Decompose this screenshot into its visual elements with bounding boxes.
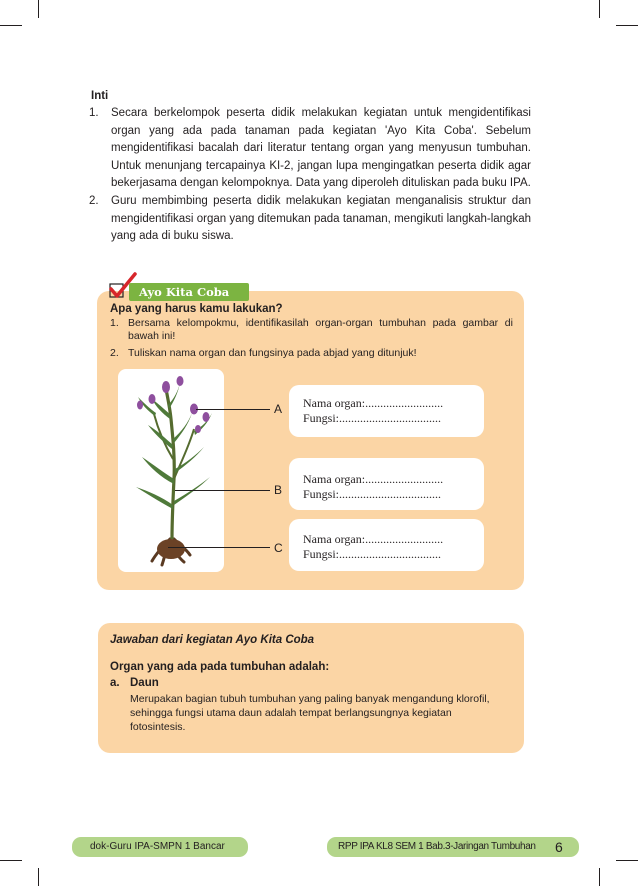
organ-name-field[interactable]: Nama organ:.......................... [303,396,444,410]
instruction-list [110,317,513,364]
answer-subtitle: Organ yang ada pada tumbuhan adalah: [110,661,330,673]
crop-mark-bottom-right-v [599,868,600,886]
label-a: A [274,402,283,416]
activity-badge: Ayo Kita Coba [129,283,249,301]
crop-mark-top-right-v [599,0,600,18]
pointer-line-c [168,547,270,548]
answer-item-title: Daun [130,677,159,689]
answer-title: Jawaban dari kegiatan Ayo Kita Coba [110,634,315,646]
pointer-line-a [196,409,270,410]
answer-card-a [289,385,484,437]
steps-list [89,105,531,246]
answer-card-c [289,519,484,571]
section-title-inti: Inti [91,90,109,102]
crop-mark-bottom-left-h [0,860,22,861]
step-text: Secara berkelompok peserta didik melakukan kegiatan untuk mengidentifikasi organ yang ada pada tanaman pada kegiatan 'Ayo Kita Coba'. Sebelum mengidentifikasi bacalah dari literatur tentang organ yang menyusun tumbuhan. Untuk menunjang tercapainya KI-2, jangan lupa mengingatkan peserta didik agar bekerjasama dengan kelompoknya. Data yang diperoleh dituliskan pada buku IPA. [111,107,531,190]
instruction-number: 2. [110,347,119,359]
crop-mark-bottom-right-h [616,860,638,861]
step-number: 1. [89,107,99,119]
instruction-text: Tuliskan nama organ dan fungsinya pada abjad yang ditunjuk! [128,347,417,359]
crop-mark-top-left-v [38,0,39,18]
crop-mark-top-right-h [616,25,638,26]
instruction-item [110,317,513,343]
organ-function-field[interactable]: Fungsi:.................................. [303,487,442,501]
organ-function-field[interactable]: Fungsi:.................................. [303,411,442,425]
crop-mark-bottom-left-v [38,868,39,886]
instruction-item [110,347,513,360]
answer-card-b [289,458,484,510]
plant-illustration [118,369,224,572]
instruction-text: Bersama kelompokmu, identifikasilah organ-organ tumbuhan pada gambar di bawah ini! [128,317,513,342]
instruction-number: 1. [110,317,119,329]
footer-source: dok-Guru IPA-SMPN 1 Bancar [72,837,248,857]
answer-item-letter: a. [110,677,120,689]
pointer-line-b [175,490,270,491]
step-text: Guru membimbing peserta didik melakukan kegiatan menganalisis struktur dan mengidentifikasi organ yang ditemukan pada tanaman, mengikuti langkah-langkah yang ada di buku siswa. [111,194,531,243]
step-number: 2. [89,194,99,207]
question-title: Apa yang harus kamu lakukan? [110,303,283,315]
organ-name-field[interactable]: Nama organ:.......................... [303,532,444,546]
checkmark-icon [108,272,138,302]
page-number: 6 [555,839,563,855]
organ-name-field[interactable]: Nama organ:.......................... [303,472,444,486]
answer-item-heading [110,677,159,689]
step-item [89,193,531,246]
footer-document-title: RPP IPA KL8 SEM 1 Bab.3-Jaringan Tumbuhan [327,837,579,857]
step-item [89,105,531,193]
answer-item-description: Merupakan bagian tubuh tumbuhan yang paling banyak mengandung klorofil, sehingga fungsi utama daun adalah tempat berlangsungnya kegiatan fotosintesis. [130,693,490,733]
crop-mark-top-left-h [0,25,22,26]
label-b: B [274,483,283,497]
label-c: C [274,541,283,555]
organ-function-field[interactable]: Fungsi:.................................. [303,547,442,561]
